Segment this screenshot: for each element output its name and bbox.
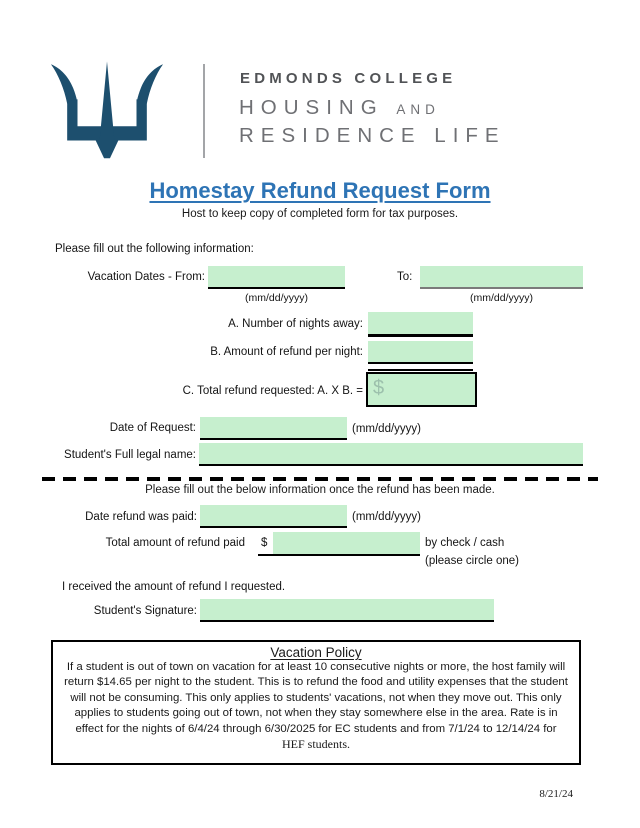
trident-logo-icon [48,61,166,160]
circle-one-label: (please circle one) [425,555,519,567]
policy-line: HEF students. [281,737,350,752]
college-wordmark: EDMONDS COLLEGE [240,70,457,87]
vacation-to-input[interactable] [420,266,583,289]
dollar-sign: $ [373,377,385,399]
refund-per-night-label: B. Amount of refund per night: [210,346,363,358]
date-of-request-input[interactable] [200,417,347,440]
policy-line: will not be consuming. This only applies to students' vacations, not when they move out. This only [70,691,562,704]
nights-away-label: A. Number of nights away: [228,318,363,330]
policy-line: return $14.65 per night to the student. This is to refund the food and utility expenses that the student [64,676,568,689]
vacation-to-label: To: [397,271,413,283]
date-of-request-hint: (mm/dd/yyyy) [352,423,421,435]
logo-divider [203,64,205,158]
vacation-to-date-hint: (mm/dd/yyyy) [470,292,533,304]
vacation-policy-title: Vacation Policy [270,645,362,660]
section1-intro: Please fill out the following information: [55,243,254,255]
received-statement: I received the amount of refund I requested. [62,581,286,593]
policy-line: applies to students going out of town, not when they stay somewhere else in the area. Rate is in [74,707,558,720]
vacation-from-input[interactable] [208,266,345,289]
date-paid-input[interactable] [200,505,347,528]
date-paid-hint: (mm/dd/yyyy) [352,511,421,523]
double-underline [368,369,473,371]
check-cash-label[interactable]: by check / cash [425,537,505,549]
dept-wordmark-line2: RESIDENCE LIFE [239,124,506,147]
total-refund-label: C. Total refund requested: A. X B. = [182,385,363,397]
full-name-label: Student's Full legal name: [64,449,196,461]
full-name-input[interactable] [199,443,583,466]
policy-line: If a student is out of town on vacation for at least 10 consecutive nights or more, the host family will [66,661,566,673]
nights-away-input[interactable] [368,312,473,337]
dept-wordmark-line1 [239,96,440,120]
page-title: Homestay Refund Request Form [149,178,491,203]
amount-paid-input[interactable] [273,532,420,554]
page-subtitle: Host to keep copy of completed form for tax purposes. [181,208,459,220]
amount-paid-label: Total amount of refund paid [105,537,245,549]
amount-paid-underline [258,554,420,556]
section2-heading: Please fill out the below information once the refund has been made. [145,484,495,496]
dept-word-housing: HOUSING [239,96,384,119]
date-paid-label: Date refund was paid: [85,511,197,523]
footer-date: 8/21/24 [539,788,573,800]
signature-label: Student's Signature: [93,605,197,617]
amount-dollar-sign: $ [261,537,268,549]
dept-word-and: AND [396,102,440,117]
signature-input[interactable] [200,599,494,622]
vacation-policy-box [51,640,581,765]
vacation-from-date-hint: (mm/dd/yyyy) [245,292,308,304]
refund-per-night-input[interactable] [368,341,473,364]
dashed-divider [42,477,598,481]
vacation-from-label: Vacation Dates - From: [87,271,205,283]
policy-line: effect for the nights of 6/4/24 through 6/30/2025 for EC students and from 7/1/24 to 12/14/24 for [75,722,557,735]
total-refund-input[interactable] [366,372,477,407]
date-of-request-label: Date of Request: [109,422,196,434]
